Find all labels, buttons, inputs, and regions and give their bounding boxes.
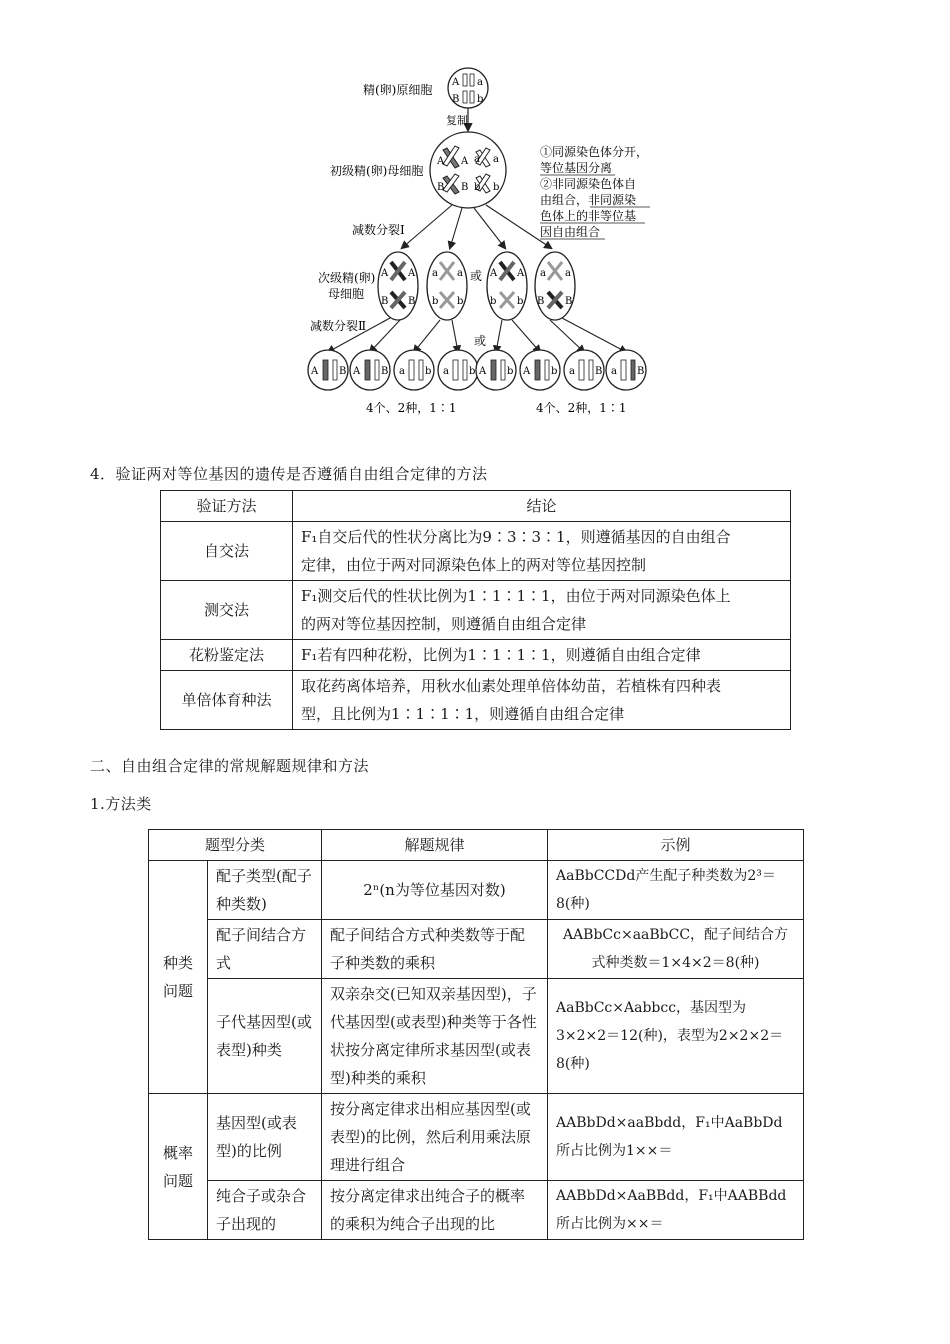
gene-label: B xyxy=(637,366,645,377)
label-result-right: 4个、2种，1∶1 xyxy=(536,401,627,415)
method-cell: 自交法 xyxy=(161,522,293,581)
gene-label: A xyxy=(381,268,389,279)
group-cell-probability: 概率问题 xyxy=(149,1094,208,1240)
gene-label: b xyxy=(551,366,558,377)
rule-cell: 双亲杂交(已知双亲基因型)，子代基因型(或表型)种类等于各性状按分离定律所求基因型(或表型)种类的乘积 xyxy=(322,979,548,1094)
rule-cell: 按分离定律求出相应基因型(或表型)的比例，然后利用乘法原理进行组合 xyxy=(322,1094,548,1181)
gene-label: B xyxy=(339,366,347,377)
type-cell: 配子类型(配子种类数) xyxy=(208,861,322,920)
gene-label: B xyxy=(437,182,445,193)
svg-text:色体上的非等位基: 色体上的非等位基 xyxy=(540,209,637,223)
gene-label: b xyxy=(474,182,481,193)
section2-title: 二、自由组合定律的常规解题规律和方法 xyxy=(90,757,370,775)
table-row xyxy=(149,979,804,1094)
rule-cell: 配子间结合方式种类数等于配子种类数的乘积 xyxy=(322,920,548,979)
gene-label: b xyxy=(432,296,439,307)
method-cell: 单倍体育种法 xyxy=(161,671,293,730)
methods-table xyxy=(148,829,804,1240)
gene-label: A xyxy=(311,366,319,377)
gene-label: A xyxy=(461,156,469,167)
label-or-bottom: 或 xyxy=(474,334,487,348)
gene-label: B xyxy=(595,366,603,377)
gene-label: B xyxy=(381,366,389,377)
meiosis-diagram xyxy=(0,0,950,430)
type-cell: 基因型(或表型)的比例 xyxy=(208,1094,322,1181)
gene-label: a xyxy=(432,268,438,279)
gene-label: B xyxy=(452,94,460,105)
table-row xyxy=(149,1094,804,1181)
gene-label: a xyxy=(477,77,483,88)
gene-label: a xyxy=(569,366,575,377)
example-cell: AABbCc×aaBbCC，配子间结合方式种类数＝1×4×2＝8(种) xyxy=(548,920,804,979)
gene-label: B xyxy=(381,296,389,307)
gene-label: B xyxy=(408,296,416,307)
table-header-row xyxy=(149,830,804,861)
svg-text:由组合，非同源染: 由组合，非同源染 xyxy=(540,193,637,207)
conclusion-cell: F₁自交后代的性状分离比为9∶3∶3∶1，则遵循基因的自由组合 定律，由位于两对同源染色体上的两对等位基因控制 xyxy=(293,522,791,581)
gene-label: a xyxy=(565,268,571,279)
gene-label: A xyxy=(479,366,487,377)
col-header-rule: 解题规律 xyxy=(322,830,548,861)
type-cell: 纯合子或杂合子出现的 xyxy=(208,1181,322,1240)
gene-label: b xyxy=(507,366,514,377)
method-cell: 测交法 xyxy=(161,581,293,640)
col-header-type: 题型分类 xyxy=(149,830,322,861)
gene-label: b xyxy=(493,182,500,193)
label-or-top: 或 xyxy=(470,269,483,283)
col-header-method: 验证方法 xyxy=(161,491,293,522)
svg-text:因自由组合: 因自由组合 xyxy=(540,225,601,239)
svg-text:②非同源染色体自: ②非同源染色体自 xyxy=(540,177,637,191)
example-cell: AABbDd×AaBBdd，F₁中AABBdd所占比例为××＝ xyxy=(548,1181,804,1240)
gene-label: B xyxy=(461,182,469,193)
method-cell: 花粉鉴定法 xyxy=(161,640,293,671)
col-header-conclusion: 结论 xyxy=(293,491,791,522)
gene-label: A xyxy=(353,366,361,377)
conclusion-cell: F₁若有四种花粉，比例为1∶1∶1∶1，则遵循自由组合定律 xyxy=(293,640,791,671)
gene-label: A xyxy=(437,156,445,167)
table-row xyxy=(149,861,804,920)
label-primary-cell: 初级精(卵)母细胞 xyxy=(330,164,424,178)
table-row xyxy=(149,920,804,979)
gene-label: b xyxy=(425,366,432,377)
conclusion-cell: F₁测交后代的性状比例为1∶1∶1∶1，由位于两对同源染色体上 的两对等位基因控制，则遵循自由组合定律 xyxy=(293,581,791,640)
gene-label: A xyxy=(523,366,531,377)
label-meiosis-two: 减数分裂Ⅱ xyxy=(310,319,367,333)
gene-label: b xyxy=(477,94,484,105)
table-row xyxy=(161,581,791,640)
gene-label: a xyxy=(474,154,480,165)
rule-cell: 按分离定律求出纯合子的概率的乘积为纯合子出现的比 xyxy=(322,1181,548,1240)
conclusion-cell: 取花药离体培养，用秋水仙素处理单倍体幼苗，若植株有四种表 型，且比例为1∶1∶1∶1，则遵循自由组合定律 xyxy=(293,671,791,730)
label-result-left: 4个、2种，1∶1 xyxy=(366,401,457,415)
svg-text:①同源染色体分开，: ①同源染色体分开， xyxy=(540,145,649,159)
svg-text:等位基因分离: 等位基因分离 xyxy=(540,161,613,175)
group-cell-kinds: 种类问题 xyxy=(149,861,208,1094)
table-row xyxy=(149,1181,804,1240)
label-primordial-cell: 精(卵)原细胞 xyxy=(363,83,433,97)
gene-label: b xyxy=(517,296,524,307)
verification-table xyxy=(160,490,791,730)
gene-label: a xyxy=(493,154,499,165)
label-secondary-line2: 母细胞 xyxy=(328,287,365,301)
meiosis-note xyxy=(540,144,650,239)
gene-label: b xyxy=(457,296,464,307)
gene-label: a xyxy=(611,366,617,377)
example-cell: AaBbCCDd产生配子种类数为2³＝8(种) xyxy=(548,861,804,920)
type-cell: 配子间结合方式 xyxy=(208,920,322,979)
gene-label: b xyxy=(490,296,497,307)
table-row xyxy=(161,522,791,581)
type-cell: 子代基因型(或表型)种类 xyxy=(208,979,322,1094)
rule-cell: 2ⁿ(n为等位基因对数) xyxy=(322,861,548,920)
secondary-cells xyxy=(378,252,575,320)
primary-cell xyxy=(430,132,506,208)
col-header-example: 示例 xyxy=(548,830,804,861)
table-header-row xyxy=(161,491,791,522)
gene-label: A xyxy=(517,268,525,279)
label-replication: 复制 xyxy=(446,114,468,127)
gene-label: a xyxy=(540,268,546,279)
gene-label: A xyxy=(452,77,460,88)
table-row xyxy=(161,640,791,671)
gene-label: a xyxy=(399,366,405,377)
gene-label: A xyxy=(490,268,498,279)
gene-label: b xyxy=(469,366,476,377)
table-row xyxy=(161,671,791,730)
gene-label: B xyxy=(565,296,573,307)
section4-title: 4．验证两对等位基因的遗传是否遵循自由组合定律的方法 xyxy=(90,465,488,483)
example-cell: AABbDd×aaBbdd，F₁中AaBbDd所占比例为1××＝ xyxy=(548,1094,804,1181)
gene-label: a xyxy=(457,268,463,279)
section2-subtitle: 1.方法类 xyxy=(90,795,152,813)
gene-label: A xyxy=(408,268,416,279)
gene-label: B xyxy=(537,296,545,307)
label-secondary-line1: 次级精(卵) xyxy=(318,271,376,285)
label-meiosis-one: 减数分裂Ⅰ xyxy=(352,223,405,237)
gene-label: a xyxy=(443,366,449,377)
example-cell: AaBbCc×Aabbcc，基因型为3×2×2＝12(种)，表型为2×2×2＝8(种) xyxy=(548,979,804,1094)
